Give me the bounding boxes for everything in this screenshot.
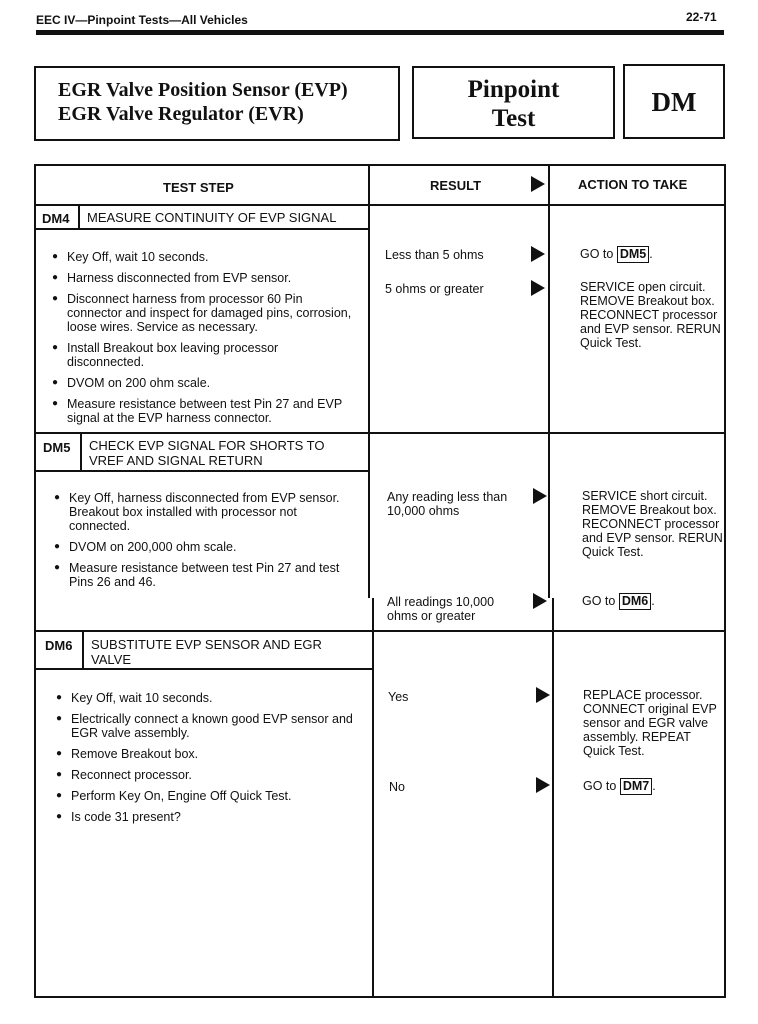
page-number: 22-71	[686, 10, 717, 24]
goto-step-link[interactable]: DM6	[619, 593, 651, 610]
action-text: SERVICE open circuit. REMOVE Breakout box. RECONNECT processor and EVP sensor. RERUN Quick Test.	[580, 280, 721, 350]
test-code-box: DM	[623, 64, 725, 139]
list-item: ● Perform Key On, Engine Off Quick Test.	[56, 789, 356, 803]
step-code-divider	[82, 630, 84, 670]
list-item: ● DVOM on 200 ohm scale.	[52, 376, 352, 390]
header-row-divider	[34, 204, 725, 206]
step-code: DM5	[43, 440, 71, 455]
table-top-border	[34, 164, 725, 166]
arrow-icon	[531, 176, 545, 192]
arrow-icon	[536, 777, 550, 793]
table-bottom-border	[34, 996, 726, 998]
step-label-rule	[34, 228, 370, 230]
arrow-icon	[533, 593, 547, 609]
step-code-divider	[78, 204, 80, 230]
list-item: ● Measure resistance between test Pin 27 and test Pins 26 and 46.	[54, 561, 354, 589]
column-header-action: ACTION TO TAKE	[578, 177, 688, 192]
result-text: Any reading less than 10,000 ohms	[387, 490, 508, 518]
arrow-icon	[531, 280, 545, 296]
result-text: No	[389, 780, 405, 794]
column-header-test-step: TEST STEP	[163, 180, 234, 195]
header-rule	[36, 30, 724, 35]
column-divider-result-lower	[552, 598, 554, 998]
arrow-icon	[533, 488, 547, 504]
table-right-border	[724, 164, 726, 998]
column-header-result: RESULT	[430, 178, 482, 193]
row-divider-dm4	[34, 432, 725, 434]
list-item: ● Is code 31 present?	[56, 810, 356, 824]
title-line-2: EGR Valve Regulator (EVR)	[58, 103, 304, 125]
result-text: 5 ohms or greater	[385, 282, 484, 296]
goto-step-link[interactable]: DM5	[617, 246, 649, 263]
result-text: Yes	[388, 690, 409, 704]
step-code: DM4	[42, 211, 70, 226]
arrow-icon	[536, 687, 550, 703]
list-item: ● Remove Breakout box.	[56, 747, 356, 761]
title-line-1: EGR Valve Position Sensor (EVP)	[58, 79, 348, 101]
step-code-divider	[80, 432, 82, 472]
test-title-box	[34, 66, 400, 141]
list-item: ● Harness disconnected from EVP sensor.	[52, 271, 352, 285]
step-label-box-right	[368, 204, 370, 230]
step-instructions	[56, 691, 356, 831]
step-instructions	[52, 250, 352, 432]
list-item: ● Disconnect harness from processor 60 Pin connector and inspect for damaged pins, corrosion, loose wires. Service as necessary.	[52, 292, 352, 334]
action-text: GO to DM6 .	[582, 594, 655, 608]
list-item: ● Key Off, harness disconnected from EVP sensor. Breakout box installed with processor not connected.	[54, 491, 354, 533]
column-divider-step-lower	[372, 598, 374, 998]
list-item: ● DVOM on 200,000 ohm scale.	[54, 540, 354, 554]
list-item: ● Measure resistance between test Pin 27 and EVP signal at the EVP harness connector.	[52, 397, 352, 425]
list-item: ● Electrically connect a known good EVP sensor and EGR valve assembly.	[56, 712, 356, 740]
action-text: GO to DM5 .	[580, 247, 653, 261]
list-item: ● Key Off, wait 10 seconds.	[56, 691, 356, 705]
step-label-box-right	[368, 432, 370, 472]
action-text: REPLACE processor. CONNECT original EVP sensor and EGR valve assembly. REPEAT Quick Test.	[583, 688, 717, 758]
action-text: SERVICE short circuit. REMOVE Breakout box. RECONNECT processor and EVP sensor. RERUN Quick Test.	[582, 489, 723, 559]
step-label: MEASURE CONTINUITY OF EVP SIGNAL	[87, 210, 337, 225]
result-text: All readings 10,000 ohms or greater	[387, 595, 495, 623]
column-divider-result	[548, 164, 550, 598]
list-item: ● Reconnect processor.	[56, 768, 356, 782]
test-label: Test	[491, 105, 536, 132]
running-header: EEC IV—Pinpoint Tests—All Vehicles	[36, 13, 248, 27]
result-text: Less than 5 ohms	[385, 248, 484, 262]
goto-step-link[interactable]: DM7	[620, 778, 652, 795]
pinpoint-test-box	[412, 66, 615, 139]
step-instructions	[54, 491, 354, 596]
pinpoint-label: Pinpoint	[467, 76, 560, 103]
table-left-border	[34, 164, 36, 998]
arrow-icon	[531, 246, 545, 262]
step-label: CHECK EVP SIGNAL FOR SHORTS TO VREF AND SIGNAL RETURN	[89, 438, 325, 468]
list-item: ● Install Breakout box leaving processor disconnected.	[52, 341, 352, 369]
step-label-rule	[34, 470, 370, 472]
action-text: GO to DM7 .	[583, 779, 656, 793]
step-code: DM6	[45, 638, 73, 653]
row-divider-dm5	[34, 630, 725, 632]
step-label: SUBSTITUTE EVP SENSOR AND EGR VALVE	[91, 637, 322, 667]
step-label-rule	[34, 668, 374, 670]
list-item: ● Key Off, wait 10 seconds.	[52, 250, 352, 264]
